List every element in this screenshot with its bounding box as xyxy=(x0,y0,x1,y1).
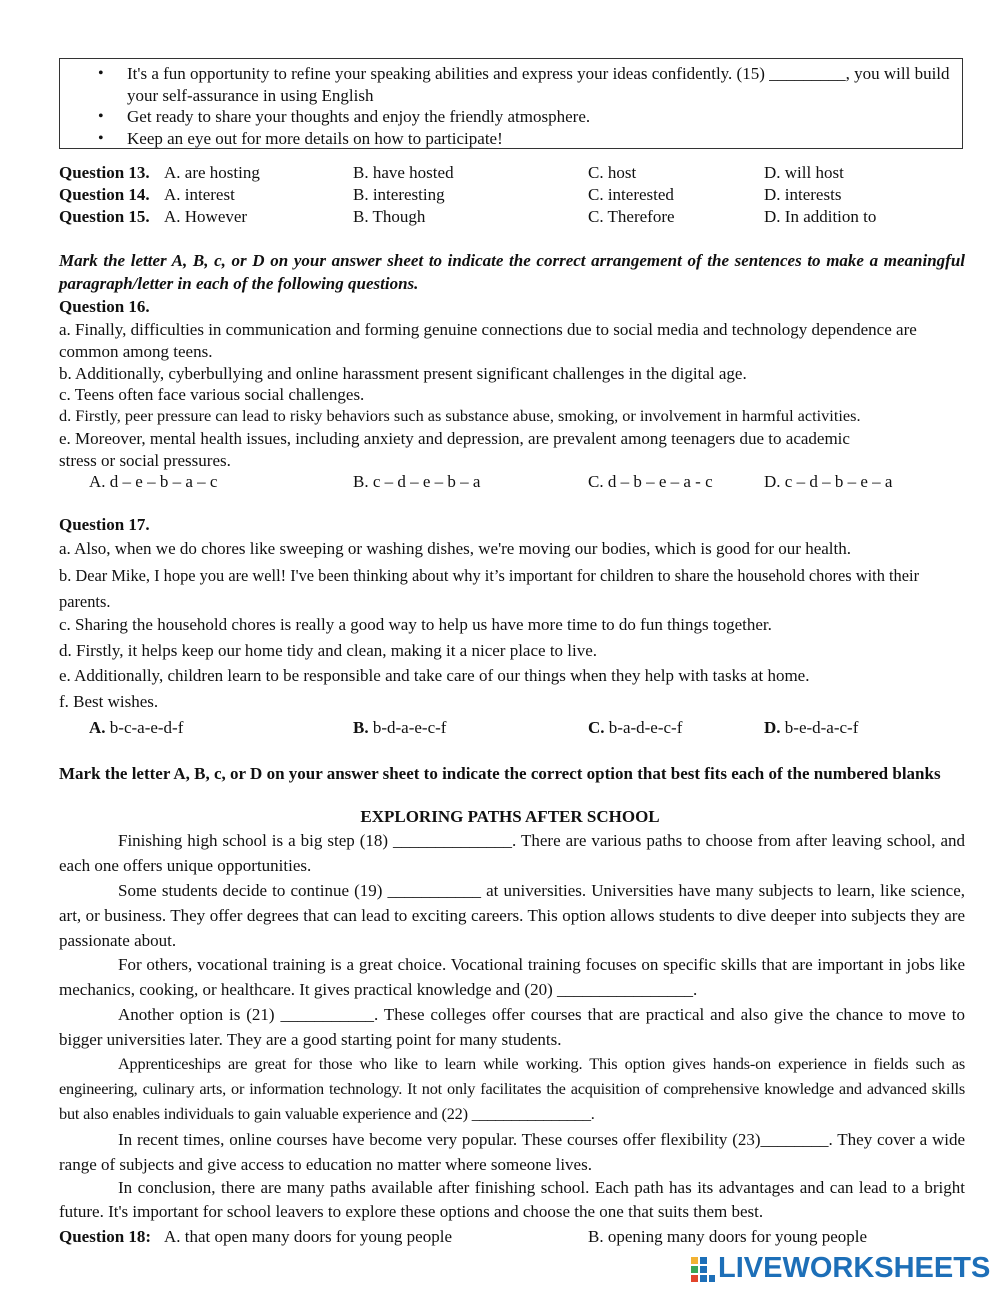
passage-title: EXPLORING PATHS AFTER SCHOOL xyxy=(360,807,660,826)
question-label: Question 13. xyxy=(59,163,150,182)
q17-sentence-f: f. Best wishes. xyxy=(59,692,159,711)
liveworksheets-logo-icon xyxy=(690,1255,716,1283)
option-letter: B. xyxy=(353,718,369,737)
q16-sentence-e: e. Moreover, mental health issues, including anxiety and depression, are prevalent among teenagers due to academic stress or social pressures. xyxy=(59,429,850,470)
option-b[interactable]: B. have hosted xyxy=(353,163,454,182)
passage-paragraph-1: Finishing high school is a big step (18) ______________. There are various paths to choose from after leaving school, and each one offers unique opportunities. xyxy=(59,831,965,875)
option-a[interactable]: A. interest xyxy=(164,185,235,204)
q18-option-b[interactable]: B. opening many doors for young people xyxy=(588,1227,868,1246)
q17-option-b[interactable] xyxy=(353,717,446,739)
passage-paragraph-7: In conclusion, there are many paths available after finishing school. Each path has its advantages and can lead to a bright future. It's important for school leavers to explore these options and choose the one that suits them best. xyxy=(59,1178,965,1221)
option-text: b-c-a-e-d-f xyxy=(109,718,184,737)
passage-paragraph-6: In recent times, online courses have become very popular. These courses offer flexibility (23)________. They cover a wide range of subjects and give access to education no matter where someone lives. xyxy=(59,1130,965,1174)
q16-option-a[interactable]: A. d – e – b – a – c xyxy=(89,472,218,491)
notice-box xyxy=(59,58,963,149)
q17-sentence-d: d. Firstly, it helps keep our home tidy and clean, making it a nicer place to live. xyxy=(59,641,598,660)
q16-sentence-b: b. Additionally, cyberbullying and online harassment present significant challenges in the digital age. xyxy=(59,364,747,383)
q18-option-a[interactable]: A. that open many doors for young people xyxy=(164,1227,452,1246)
option-b[interactable]: B. interesting xyxy=(353,185,445,204)
q16-sentence-c: c. Teens often face various social challenges. xyxy=(59,385,365,404)
liveworksheets-logo-text: LIVEWORKSHEETS xyxy=(718,1252,991,1285)
option-letter: A. xyxy=(89,718,106,737)
q17-option-c[interactable] xyxy=(588,717,682,739)
instruction-blanks: Mark the letter A, B, c, or D on your answer sheet to indicate the correct option that best fits each of the numbered blanks xyxy=(59,764,941,783)
option-c[interactable]: C. Therefore xyxy=(588,207,675,226)
option-c[interactable]: C. host xyxy=(588,163,637,182)
q17-sentence-c: c. Sharing the household chores is really a good way to help us have more time to do fun things together. xyxy=(59,615,772,634)
notice-bullets xyxy=(60,63,962,149)
q17-sentence-a: a. Also, when we do chores like sweeping or washing dishes, we're moving our bodies, which is good for our health. xyxy=(59,539,851,558)
liveworksheets-logo[interactable] xyxy=(690,1254,990,1284)
option-d[interactable]: D. In addition to xyxy=(764,207,877,226)
passage-paragraph-2: Some students decide to continue (19) ___________ at universities. Universities have many subjects to learn, like science, art, or business. They offer degrees that can lead to exciting careers. This option allows students to dive deeper into subjects they are passionate about. xyxy=(59,881,965,950)
q16-sentence-d: d. Firstly, peer pressure can lead to risky behaviors such as substance abuse, smoking, or involvement in harmful activities. xyxy=(59,406,861,425)
q17-option-d[interactable] xyxy=(764,717,858,739)
q17-option-a[interactable] xyxy=(89,717,183,739)
option-letter: D. xyxy=(764,718,781,737)
option-a[interactable]: A. are hosting xyxy=(164,163,260,182)
option-a[interactable]: A. However xyxy=(164,207,248,226)
option-c[interactable]: C. interested xyxy=(588,185,674,204)
passage-paragraph-5: Apprenticeships are great for those who like to learn while working. This option gives hands-on experience in fields such as engineering, culinary arts, or information technology. It not only facilitates the acquisition of comprehensive knowledge and advanced skills but also enables individuals to gain valuable experience and (22) _______________. xyxy=(59,1054,965,1123)
option-b[interactable]: B. Though xyxy=(353,207,426,226)
q16-sentence-a: a. Finally, difficulties in communication and forming genuine connections due to social media and technology dependence are common among teens. xyxy=(59,320,917,361)
passage-paragraph-3: For others, vocational training is a great choice. Vocational training focuses on specific skills that are important in jobs like mechanics, cooking, or healthcare. It gives practical knowledge and (20) ________________. xyxy=(59,955,965,999)
passage-paragraph-4: Another option is (21) ___________. These colleges offer courses that are practical and also give the chance to move to bigger universities later. They are a good starting point for many students. xyxy=(59,1005,965,1049)
q17-sentence-e: e. Additionally, children learn to be responsible and take care of our things when they help with tasks at home. xyxy=(59,666,810,685)
option-text: b-d-a-e-c-f xyxy=(372,718,447,737)
bullet-item: • Keep an eye out for more details on how to participate! xyxy=(60,128,962,150)
question-16-label: Question 16. xyxy=(59,297,150,316)
option-d[interactable]: D. will host xyxy=(764,163,844,182)
question-18-label: Question 18: xyxy=(59,1227,152,1246)
question-label: Question 14. xyxy=(59,185,150,204)
q17-sentence-b: b. Dear Mike, I hope you are well! I've been thinking about why it’s important for children to share the household chores with their parents. xyxy=(59,566,920,611)
option-text: b-e-d-a-c-f xyxy=(784,718,859,737)
q16-option-d[interactable]: D. c – d – b – e – a xyxy=(764,472,893,491)
question-17-label: Question 17. xyxy=(59,515,150,534)
q16-option-b[interactable]: B. c – d – e – b – a xyxy=(353,472,481,491)
option-text: b-a-d-e-c-f xyxy=(608,718,683,737)
option-d[interactable]: D. interests xyxy=(764,185,842,204)
bullet-item: • Get ready to share your thoughts and enjoy the friendly atmosphere. xyxy=(60,106,962,128)
question-label: Question 15. xyxy=(59,207,150,226)
instruction-arrangement: Mark the letter A, B, c, or D on your answer sheet to indicate the correct arrangement of the sentences to make a meaningful paragraph/letter in each of the following questions. xyxy=(59,251,965,293)
bullet-item: • It's a fun opportunity to refine your speaking abilities and express your ideas confidently. (15) _________, you will build your self-assurance in using English xyxy=(60,63,962,106)
option-letter: C. xyxy=(588,718,605,737)
q16-option-c[interactable]: C. d – b – e – a - c xyxy=(588,472,713,491)
